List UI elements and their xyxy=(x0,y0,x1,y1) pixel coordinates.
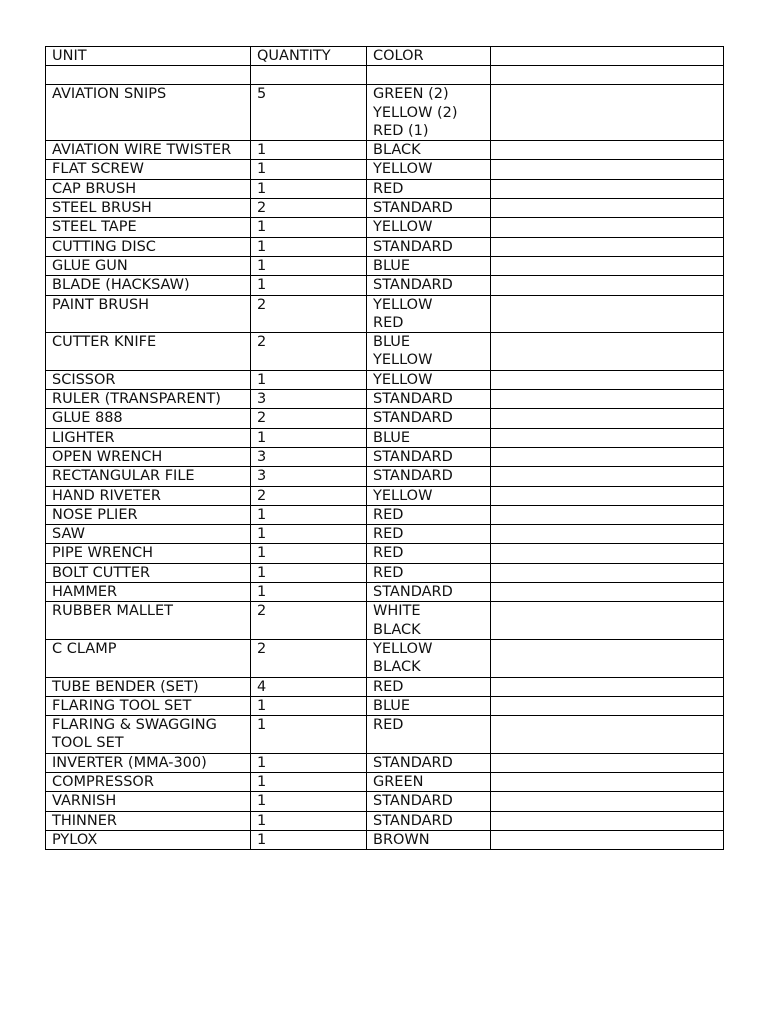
cell-quantity: 1 xyxy=(251,792,367,811)
cell-extra xyxy=(491,716,724,754)
cell-unit: GLUE 888 xyxy=(46,409,251,428)
cell-unit: BOLT CUTTER xyxy=(46,563,251,582)
cell-extra xyxy=(491,505,724,524)
cell-unit: CAP BRUSH xyxy=(46,179,251,198)
color-line: GREEN xyxy=(373,773,424,790)
table-row xyxy=(46,370,724,389)
cell-quantity: 1 xyxy=(251,830,367,849)
cell-quantity: 1 xyxy=(251,428,367,447)
table-row xyxy=(46,505,724,524)
cell-color xyxy=(367,370,491,389)
cell-quantity: 1 xyxy=(251,256,367,275)
cell-color xyxy=(367,160,491,179)
cell-color xyxy=(367,772,491,791)
cell-quantity: 1 xyxy=(251,696,367,715)
cell-color xyxy=(367,792,491,811)
cell-unit: AVIATION SNIPS xyxy=(46,85,251,141)
cell-extra xyxy=(491,525,724,544)
cell-extra xyxy=(491,370,724,389)
color-line: RED xyxy=(373,180,404,197)
table-row xyxy=(46,66,724,85)
color-line: RED xyxy=(373,545,404,562)
cell-extra xyxy=(491,753,724,772)
cell-quantity: 1 xyxy=(251,544,367,563)
table-row xyxy=(46,677,724,696)
color-line: BLUE xyxy=(373,334,411,351)
table-row xyxy=(46,276,724,295)
table-body xyxy=(46,47,724,850)
table-row xyxy=(46,811,724,830)
cell-unit: NOSE PLIER xyxy=(46,505,251,524)
color-line: STANDARD xyxy=(373,200,453,217)
table-header-row xyxy=(46,47,724,66)
table-row xyxy=(46,256,724,275)
cell-unit: HAMMER xyxy=(46,583,251,602)
cell-unit: RECTANGULAR FILE xyxy=(46,467,251,486)
color-line: BLUE xyxy=(373,257,411,274)
color-line: BLUE xyxy=(373,697,411,714)
cell-color xyxy=(367,753,491,772)
cell-unit: STEEL BRUSH xyxy=(46,199,251,218)
cell-extra xyxy=(491,792,724,811)
cell-unit: SCISSOR xyxy=(46,370,251,389)
table-row xyxy=(46,141,724,160)
cell-quantity: 1 xyxy=(251,583,367,602)
cell-quantity: 5 xyxy=(251,85,367,141)
cell-unit: PAINT BRUSH xyxy=(46,295,251,333)
color-line: BLACK xyxy=(373,659,421,676)
cell-color xyxy=(367,218,491,237)
cell-extra xyxy=(491,811,724,830)
color-line: STANDARD xyxy=(373,238,453,255)
cell-extra xyxy=(491,563,724,582)
color-line: YELLOW (2) xyxy=(373,104,458,121)
cell-extra xyxy=(491,409,724,428)
cell-color xyxy=(367,505,491,524)
cell-color xyxy=(367,85,491,141)
cell-unit: AVIATION WIRE TWISTER xyxy=(46,141,251,160)
table-row xyxy=(46,179,724,198)
cell-extra xyxy=(491,830,724,849)
cell-color xyxy=(367,409,491,428)
cell-unit: PIPE WRENCH xyxy=(46,544,251,563)
table-row xyxy=(46,409,724,428)
color-line: YELLOW xyxy=(373,640,433,657)
color-line: BROWN xyxy=(373,831,430,848)
cell-extra xyxy=(491,199,724,218)
table-row xyxy=(46,486,724,505)
cell-extra xyxy=(491,467,724,486)
cell-extra xyxy=(491,218,724,237)
cell-quantity: 1 xyxy=(251,505,367,524)
table-row xyxy=(46,199,724,218)
cell-quantity: 3 xyxy=(251,447,367,466)
cell-extra xyxy=(491,66,724,85)
table-row xyxy=(46,716,724,754)
cell-quantity: 1 xyxy=(251,276,367,295)
cell-quantity: 1 xyxy=(251,525,367,544)
color-line: BLACK xyxy=(373,621,421,638)
color-line: STANDARD xyxy=(373,812,453,829)
cell-quantity: 2 xyxy=(251,333,367,371)
cell-extra xyxy=(491,486,724,505)
cell-color xyxy=(367,716,491,754)
color-line: GREEN (2) xyxy=(373,86,449,103)
color-line: RED xyxy=(373,678,404,695)
cell-extra xyxy=(491,428,724,447)
cell-color xyxy=(367,276,491,295)
cell-quantity: 1 xyxy=(251,237,367,256)
color-line: YELLOW xyxy=(373,487,433,504)
cell-extra xyxy=(491,179,724,198)
cell-unit: VARNISH xyxy=(46,792,251,811)
cell-unit: FLARING TOOL SET xyxy=(46,696,251,715)
cell-unit: C CLAMP xyxy=(46,639,251,677)
table-row xyxy=(46,792,724,811)
cell-color xyxy=(367,141,491,160)
cell-unit: FLAT SCREW xyxy=(46,160,251,179)
cell-unit: RULER (TRANSPARENT) xyxy=(46,390,251,409)
cell-quantity: 1 xyxy=(251,179,367,198)
cell-quantity: 1 xyxy=(251,811,367,830)
table-row xyxy=(46,639,724,677)
color-line: STANDARD xyxy=(373,391,453,408)
header-unit: UNIT xyxy=(46,47,251,66)
color-line: STANDARD xyxy=(373,448,453,465)
color-line: RED xyxy=(373,506,404,523)
table-row xyxy=(46,295,724,333)
cell-color xyxy=(367,333,491,371)
cell-extra xyxy=(491,772,724,791)
cell-unit: RUBBER MALLET xyxy=(46,602,251,640)
cell-extra xyxy=(491,696,724,715)
cell-color xyxy=(367,677,491,696)
table-row xyxy=(46,428,724,447)
cell-extra xyxy=(491,602,724,640)
color-line: BLUE xyxy=(373,429,411,446)
cell-color xyxy=(367,256,491,275)
cell-color xyxy=(367,237,491,256)
header-extra xyxy=(491,47,724,66)
cell-color xyxy=(367,544,491,563)
color-line: RED xyxy=(373,564,404,581)
cell-quantity: 1 xyxy=(251,370,367,389)
cell-unit: OPEN WRENCH xyxy=(46,447,251,466)
cell-color xyxy=(367,428,491,447)
cell-unit: CUTTER KNIFE xyxy=(46,333,251,371)
cell-unit: THINNER xyxy=(46,811,251,830)
color-line: YELLOW xyxy=(373,371,433,388)
header-quantity: QUANTITY xyxy=(251,47,367,66)
cell-quantity: 3 xyxy=(251,467,367,486)
cell-color xyxy=(367,447,491,466)
cell-unit: FLARING & SWAGGING TOOL SET xyxy=(46,716,251,754)
cell-color xyxy=(367,602,491,640)
table-row xyxy=(46,447,724,466)
color-line: YELLOW xyxy=(373,161,433,178)
cell-color xyxy=(367,66,491,85)
cell-color xyxy=(367,583,491,602)
color-line: YELLOW xyxy=(373,219,433,236)
cell-unit: BLADE (HACKSAW) xyxy=(46,276,251,295)
cell-quantity: 2 xyxy=(251,639,367,677)
table-row xyxy=(46,830,724,849)
cell-quantity: 2 xyxy=(251,409,367,428)
cell-quantity: 3 xyxy=(251,390,367,409)
cell-color xyxy=(367,179,491,198)
cell-unit: SAW xyxy=(46,525,251,544)
cell-color xyxy=(367,295,491,333)
color-line: YELLOW xyxy=(373,352,433,369)
cell-unit: COMPRESSOR xyxy=(46,772,251,791)
table-row xyxy=(46,390,724,409)
inventory-table xyxy=(45,46,724,850)
cell-color xyxy=(367,696,491,715)
cell-color xyxy=(367,390,491,409)
cell-color xyxy=(367,199,491,218)
header-color: COLOR xyxy=(367,47,491,66)
cell-unit: LIGHTER xyxy=(46,428,251,447)
cell-quantity: 2 xyxy=(251,486,367,505)
cell-quantity: 1 xyxy=(251,160,367,179)
cell-quantity: 2 xyxy=(251,199,367,218)
cell-quantity: 1 xyxy=(251,716,367,754)
color-line: RED xyxy=(373,314,404,331)
cell-extra xyxy=(491,447,724,466)
color-line: BLACK xyxy=(373,142,421,159)
color-line: YELLOW xyxy=(373,296,433,313)
cell-extra xyxy=(491,639,724,677)
cell-quantity xyxy=(251,66,367,85)
cell-unit: HAND RIVETER xyxy=(46,486,251,505)
document-page xyxy=(45,46,723,850)
color-line: STANDARD xyxy=(373,793,453,810)
color-line: STANDARD xyxy=(373,410,453,427)
cell-color xyxy=(367,811,491,830)
table-row xyxy=(46,563,724,582)
table-row xyxy=(46,544,724,563)
color-line: RED xyxy=(373,717,404,734)
cell-color xyxy=(367,639,491,677)
cell-unit: GLUE GUN xyxy=(46,256,251,275)
cell-unit xyxy=(46,66,251,85)
cell-color xyxy=(367,525,491,544)
cell-quantity: 4 xyxy=(251,677,367,696)
cell-extra xyxy=(491,85,724,141)
cell-extra xyxy=(491,295,724,333)
table-row xyxy=(46,333,724,371)
color-line: RED (1) xyxy=(373,122,429,139)
table-row xyxy=(46,753,724,772)
cell-extra xyxy=(491,276,724,295)
table-row xyxy=(46,696,724,715)
cell-quantity: 1 xyxy=(251,141,367,160)
color-line: WHITE xyxy=(373,603,421,620)
table-row xyxy=(46,602,724,640)
color-line: STANDARD xyxy=(373,277,453,294)
cell-color xyxy=(367,467,491,486)
color-line: STANDARD xyxy=(373,754,453,771)
cell-extra xyxy=(491,160,724,179)
cell-extra xyxy=(491,333,724,371)
cell-unit: TUBE BENDER (SET) xyxy=(46,677,251,696)
cell-extra xyxy=(491,583,724,602)
table-row xyxy=(46,525,724,544)
table-row xyxy=(46,772,724,791)
cell-color xyxy=(367,563,491,582)
cell-extra xyxy=(491,544,724,563)
cell-quantity: 1 xyxy=(251,563,367,582)
color-line: RED xyxy=(373,526,404,543)
table-row xyxy=(46,218,724,237)
cell-unit: STEEL TAPE xyxy=(46,218,251,237)
cell-extra xyxy=(491,237,724,256)
cell-quantity: 1 xyxy=(251,218,367,237)
color-line: STANDARD xyxy=(373,468,453,485)
cell-unit: CUTTING DISC xyxy=(46,237,251,256)
table-row xyxy=(46,467,724,486)
table-row xyxy=(46,237,724,256)
table-row xyxy=(46,583,724,602)
cell-extra xyxy=(491,141,724,160)
table-row xyxy=(46,160,724,179)
cell-unit: INVERTER (MMA-300) xyxy=(46,753,251,772)
color-line: STANDARD xyxy=(373,584,453,601)
cell-quantity: 1 xyxy=(251,772,367,791)
cell-quantity: 2 xyxy=(251,602,367,640)
cell-extra xyxy=(491,256,724,275)
cell-color xyxy=(367,830,491,849)
cell-quantity: 1 xyxy=(251,753,367,772)
table-row xyxy=(46,85,724,141)
cell-extra xyxy=(491,677,724,696)
cell-unit: PYLOX xyxy=(46,830,251,849)
cell-extra xyxy=(491,390,724,409)
cell-color xyxy=(367,486,491,505)
cell-quantity: 2 xyxy=(251,295,367,333)
